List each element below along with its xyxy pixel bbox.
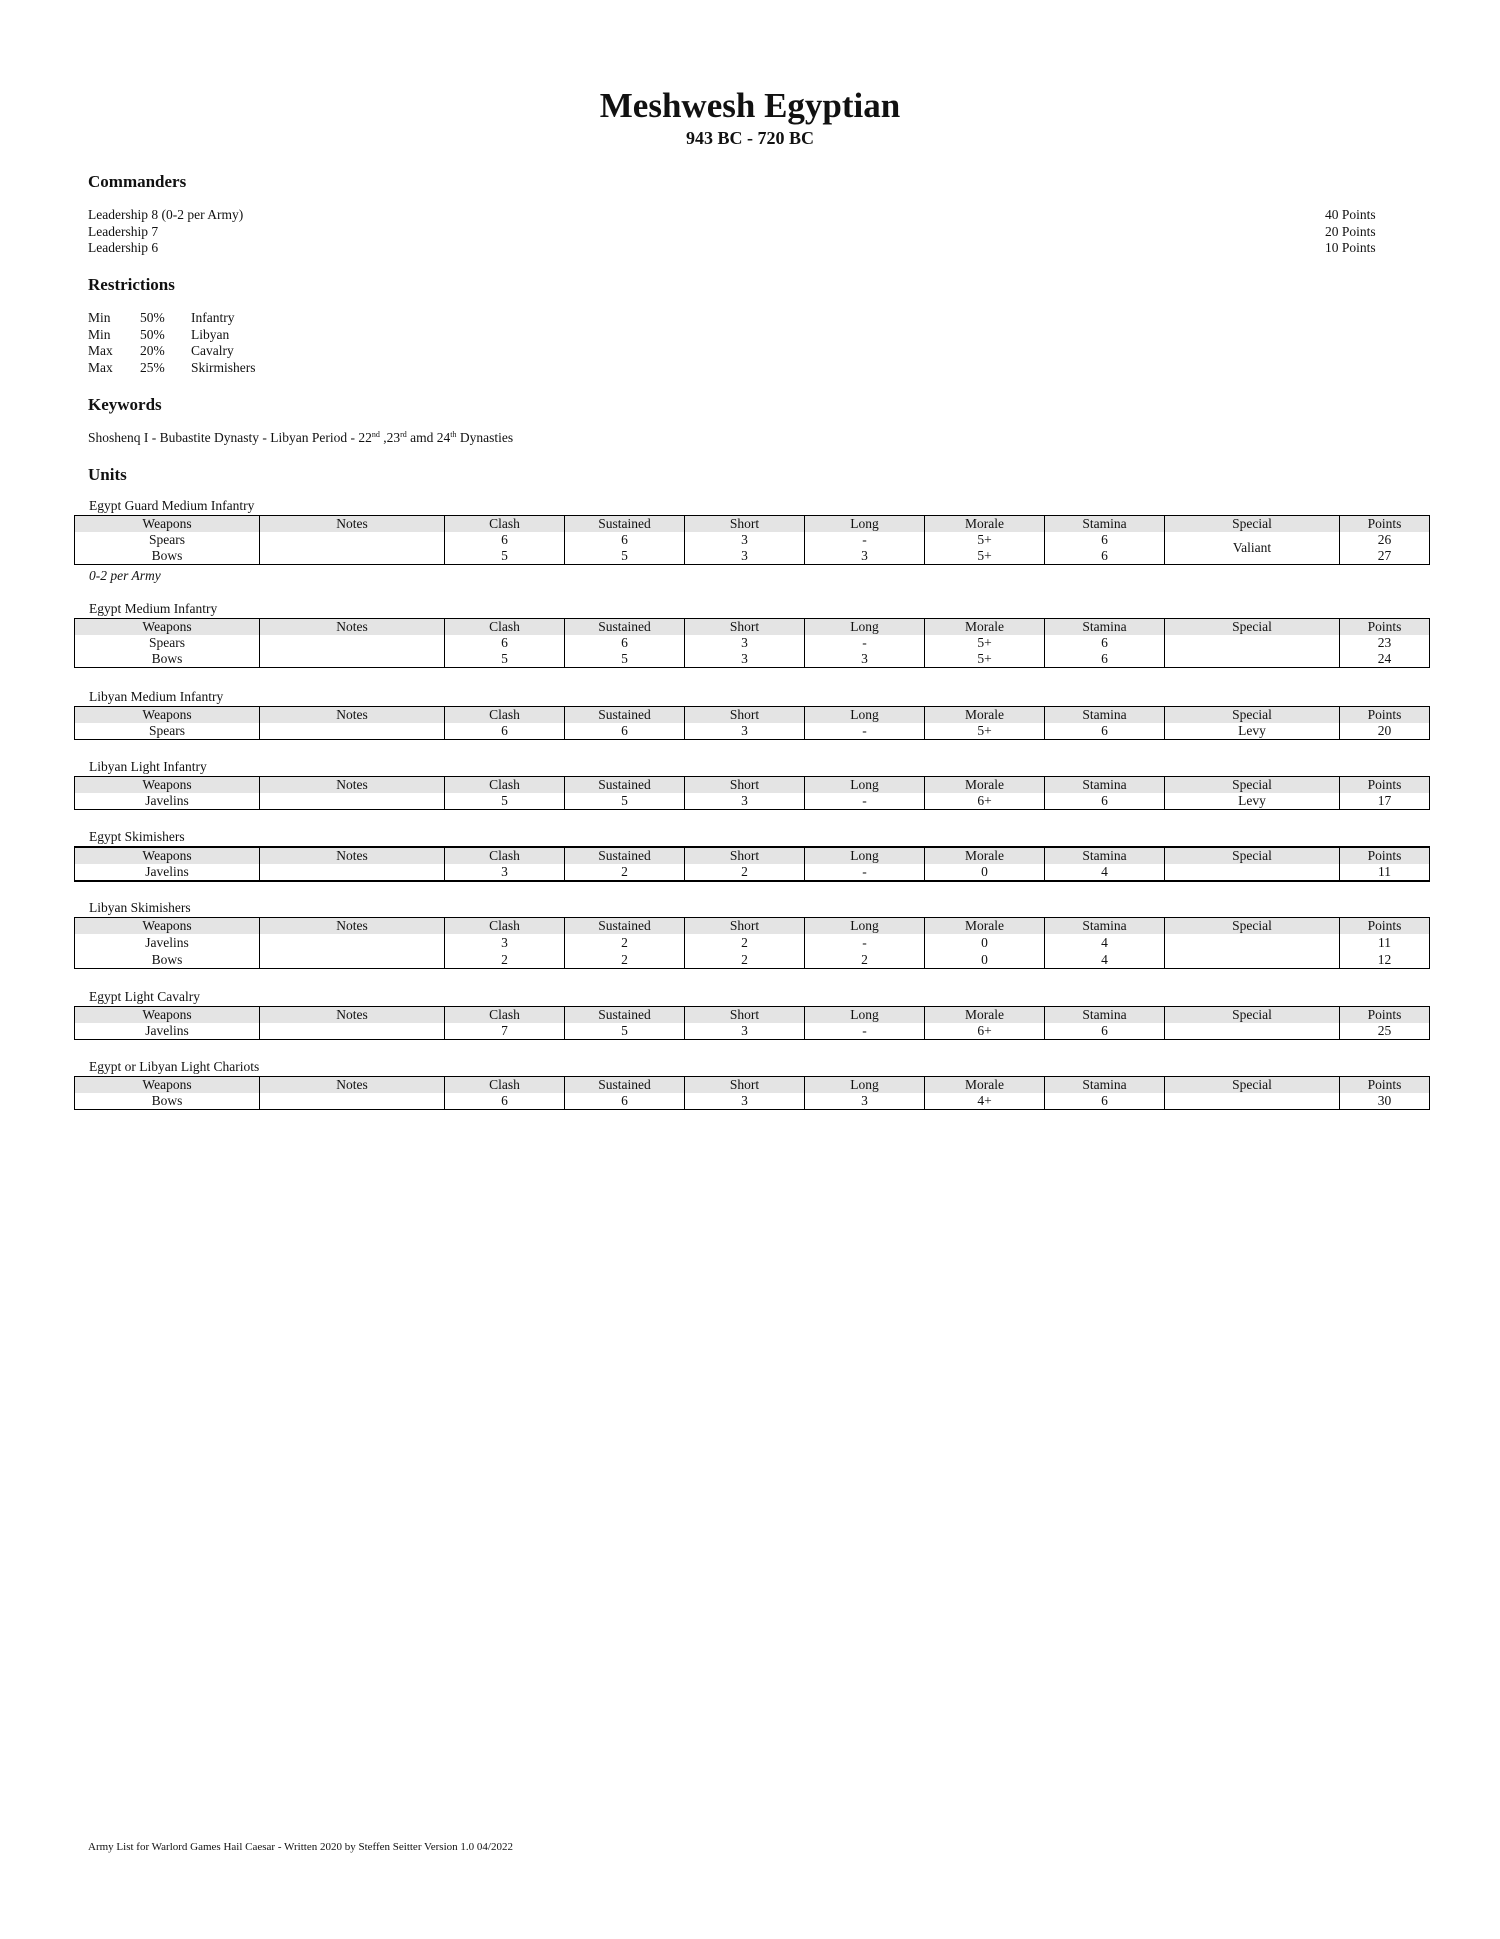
col-short: Short: [685, 777, 805, 794]
cell-special: Levy: [1165, 723, 1340, 740]
col-long: Long: [805, 1077, 925, 1094]
cell-points: 12: [1340, 951, 1430, 969]
table-row: [75, 934, 1430, 951]
cell-sustained: 2: [565, 864, 685, 881]
unit-name: Egypt Skimishers: [89, 829, 185, 844]
col-sustained: Sustained: [565, 1077, 685, 1094]
col-weapons: Weapons: [75, 1077, 260, 1094]
col-weapons: Weapons: [75, 516, 260, 533]
cell-sustained: 6: [565, 723, 685, 740]
table-header-row: [75, 918, 1430, 935]
ordinal-suffix: rd: [400, 430, 407, 439]
cell-points: 24: [1340, 651, 1430, 668]
restriction-type: Max: [88, 359, 113, 375]
cell-points: 20: [1340, 723, 1430, 740]
unit-stats-table: [74, 515, 1430, 565]
col-points: Points: [1340, 619, 1430, 636]
keywords-heading: Keywords: [88, 395, 162, 414]
page-title: Meshwesh Egyptian: [599, 86, 901, 125]
col-clash: Clash: [445, 707, 565, 724]
cell-sustained: 6: [565, 635, 685, 651]
col-weapons: Weapons: [75, 707, 260, 724]
cell-clash: 3: [445, 934, 565, 951]
col-weapons: Weapons: [75, 918, 260, 935]
cell-special: [1165, 635, 1340, 651]
restriction-percent: 20%: [140, 343, 165, 358]
restriction-row: [88, 360, 256, 377]
col-special: Special: [1165, 847, 1340, 864]
commanders-heading: Commanders: [88, 172, 187, 191]
table-header-row: [75, 847, 1430, 864]
col-short: Short: [685, 918, 805, 935]
restriction-row: [88, 343, 256, 360]
col-notes: Notes: [260, 847, 445, 864]
page-footer: Army List for Warlord Games Hail Caesar - Written 2020 by Steffen Seitter Version 1.0 04/2022: [88, 1841, 513, 1853]
cell-stamina: 6: [1045, 635, 1165, 651]
cell-morale: 5+: [925, 651, 1045, 668]
cell-weapons: Javelins: [75, 1023, 260, 1040]
cell-long: -: [805, 793, 925, 810]
restriction-type: Min: [88, 326, 111, 342]
col-sustained: Sustained: [565, 777, 685, 794]
unit-stats-table: [74, 1076, 1430, 1110]
cell-points: 17: [1340, 793, 1430, 810]
cell-stamina: 4: [1045, 951, 1165, 969]
col-stamina: Stamina: [1045, 847, 1165, 864]
col-sustained: Sustained: [565, 918, 685, 935]
commander-label: Leadership 7: [88, 223, 159, 239]
cell-short: 2: [685, 934, 805, 951]
table-header-row: [75, 1007, 1430, 1024]
cell-long: -: [805, 532, 925, 548]
col-notes: Notes: [260, 516, 445, 533]
col-long: Long: [805, 619, 925, 636]
cell-notes: [260, 651, 445, 668]
cell-points: 27: [1340, 548, 1430, 565]
unit-footnote: 0-2 per Army: [89, 568, 161, 583]
col-clash: Clash: [445, 918, 565, 935]
col-points: Points: [1340, 918, 1430, 935]
table-header-row: [75, 707, 1430, 724]
keywords-part: amd 24: [406, 430, 451, 445]
col-sustained: Sustained: [565, 619, 685, 636]
commander-points: 10 Points: [1325, 240, 1376, 255]
restriction-category: Libyan: [191, 326, 230, 342]
col-short: Short: [685, 1077, 805, 1094]
units-heading: Units: [88, 465, 127, 484]
col-long: Long: [805, 847, 925, 864]
table-row: [75, 532, 1430, 548]
col-long: Long: [805, 777, 925, 794]
cell-stamina: 6: [1045, 548, 1165, 565]
cell-morale: 5+: [925, 532, 1045, 548]
cell-notes: [260, 1093, 445, 1110]
col-notes: Notes: [260, 1007, 445, 1024]
restrictions-heading: Restrictions: [88, 275, 175, 294]
cell-notes: [260, 793, 445, 810]
col-clash: Clash: [445, 619, 565, 636]
cell-long: -: [805, 635, 925, 651]
cell-points: 30: [1340, 1093, 1430, 1110]
col-clash: Clash: [445, 1077, 565, 1094]
cell-morale: 0: [925, 951, 1045, 969]
col-morale: Morale: [925, 777, 1045, 794]
cell-clash: 5: [445, 548, 565, 565]
restrictions-list: [88, 310, 256, 376]
col-notes: Notes: [260, 707, 445, 724]
col-short: Short: [685, 847, 805, 864]
table-row: [75, 1093, 1430, 1110]
cell-weapons: Spears: [75, 532, 260, 548]
col-points: Points: [1340, 847, 1430, 864]
restriction-row: [88, 310, 256, 327]
col-long: Long: [805, 918, 925, 935]
cell-weapons: Bows: [75, 548, 260, 565]
col-morale: Morale: [925, 707, 1045, 724]
cell-points: 11: [1340, 934, 1430, 951]
restriction-row: [88, 327, 256, 344]
table-row: [75, 651, 1430, 668]
col-sustained: Sustained: [565, 516, 685, 533]
col-special: Special: [1165, 918, 1340, 935]
cell-sustained: 5: [565, 548, 685, 565]
cell-stamina: 6: [1045, 1093, 1165, 1110]
col-sustained: Sustained: [565, 707, 685, 724]
cell-stamina: 4: [1045, 934, 1165, 951]
table-row: [75, 1023, 1430, 1040]
cell-sustained: 5: [565, 1023, 685, 1040]
table-row: [75, 793, 1430, 810]
cell-sustained: 2: [565, 951, 685, 969]
restriction-percent: 50%: [140, 326, 165, 342]
cell-short: 3: [685, 1093, 805, 1110]
cell-clash: 5: [445, 651, 565, 668]
unit-stats-table: [74, 776, 1430, 810]
unit-name: Egypt Guard Medium Infantry: [89, 498, 255, 513]
cell-stamina: 6: [1045, 651, 1165, 668]
col-short: Short: [685, 516, 805, 533]
col-clash: Clash: [445, 516, 565, 533]
cell-special: [1165, 1093, 1340, 1110]
col-long: Long: [805, 707, 925, 724]
col-sustained: Sustained: [565, 847, 685, 864]
cell-clash: 2: [445, 951, 565, 969]
commander-points: 20 Points: [1325, 223, 1376, 239]
cell-clash: 5: [445, 793, 565, 810]
col-stamina: Stamina: [1045, 1007, 1165, 1024]
col-stamina: Stamina: [1045, 619, 1165, 636]
col-special: Special: [1165, 516, 1340, 533]
col-weapons: Weapons: [75, 777, 260, 794]
commanders-list: [88, 207, 243, 257]
cell-short: 3: [685, 651, 805, 668]
cell-weapons: Javelins: [75, 864, 260, 881]
cell-morale: 0: [925, 934, 1045, 951]
col-weapons: Weapons: [75, 847, 260, 864]
cell-notes: [260, 548, 445, 565]
table-header-row: [75, 777, 1430, 794]
cell-notes: [260, 864, 445, 881]
cell-notes: [260, 635, 445, 651]
restriction-category: Cavalry: [191, 343, 234, 358]
cell-special: Levy: [1165, 793, 1340, 810]
cell-long: 3: [805, 651, 925, 668]
col-stamina: Stamina: [1045, 707, 1165, 724]
table-header-row: [75, 516, 1430, 533]
restriction-type: Max: [88, 343, 113, 358]
cell-long: -: [805, 864, 925, 881]
col-points: Points: [1340, 1077, 1430, 1094]
cell-stamina: 4: [1045, 864, 1165, 881]
col-special: Special: [1165, 1007, 1340, 1024]
col-points: Points: [1340, 1007, 1430, 1024]
cell-morale: 5+: [925, 548, 1045, 565]
col-clash: Clash: [445, 777, 565, 794]
cell-special: [1165, 1023, 1340, 1040]
unit-stats-table: [74, 706, 1430, 740]
cell-weapons: Bows: [75, 951, 260, 969]
col-weapons: Weapons: [75, 1007, 260, 1024]
cell-short: 3: [685, 723, 805, 740]
keywords-part: Shoshenq I - Bubastite Dynasty - Libyan Period - 22: [88, 430, 372, 445]
cell-long: -: [805, 723, 925, 740]
cell-morale: 6+: [925, 793, 1045, 810]
cell-points: 26: [1340, 532, 1430, 548]
cell-sustained: 5: [565, 651, 685, 668]
cell-special: [1165, 864, 1340, 881]
cell-sustained: 6: [565, 1093, 685, 1110]
cell-long: -: [805, 1023, 925, 1040]
unit-name: Egypt Medium Infantry: [89, 601, 218, 616]
col-morale: Morale: [925, 619, 1045, 636]
commander-points: 40 Points: [1325, 207, 1376, 222]
col-special: Special: [1165, 619, 1340, 636]
restriction-type: Min: [88, 310, 111, 325]
cell-clash: 6: [445, 1093, 565, 1110]
cell-sustained: 2: [565, 934, 685, 951]
col-long: Long: [805, 516, 925, 533]
table-row: [75, 951, 1430, 969]
unit-name: Egypt Light Cavalry: [89, 989, 200, 1004]
cell-stamina: 6: [1045, 793, 1165, 810]
commander-label: Leadership 8 (0-2 per Army): [88, 207, 244, 222]
cell-sustained: 5: [565, 793, 685, 810]
cell-points: 25: [1340, 1023, 1430, 1040]
cell-clash: 6: [445, 635, 565, 651]
cell-weapons: Bows: [75, 1093, 260, 1110]
cell-notes: [260, 532, 445, 548]
table-row: [75, 635, 1430, 651]
unit-name: Libyan Medium Infantry: [89, 689, 224, 704]
col-notes: Notes: [260, 1077, 445, 1094]
cell-short: 3: [685, 635, 805, 651]
col-morale: Morale: [925, 1077, 1045, 1094]
restriction-percent: 50%: [140, 310, 165, 325]
col-short: Short: [685, 707, 805, 724]
cell-short: 3: [685, 532, 805, 548]
col-weapons: Weapons: [75, 619, 260, 636]
unit-stats-table: [74, 618, 1430, 668]
col-special: Special: [1165, 1077, 1340, 1094]
cell-morale: 4+: [925, 1093, 1045, 1110]
col-points: Points: [1340, 707, 1430, 724]
col-short: Short: [685, 619, 805, 636]
cell-special: [1165, 951, 1340, 969]
col-morale: Morale: [925, 918, 1045, 935]
cell-clash: 6: [445, 723, 565, 740]
col-notes: Notes: [260, 918, 445, 935]
col-special: Special: [1165, 777, 1340, 794]
cell-short: 3: [685, 548, 805, 565]
cell-weapons: Spears: [75, 635, 260, 651]
cell-clash: 3: [445, 864, 565, 881]
cell-stamina: 6: [1045, 1023, 1165, 1040]
col-notes: Notes: [260, 777, 445, 794]
ordinal-suffix: nd: [371, 430, 380, 439]
cell-weapons: Spears: [75, 723, 260, 740]
cell-short: 3: [685, 793, 805, 810]
cell-notes: [260, 1023, 445, 1040]
col-stamina: Stamina: [1045, 918, 1165, 935]
col-stamina: Stamina: [1045, 1077, 1165, 1094]
cell-points: 23: [1340, 635, 1430, 651]
cell-morale: 6+: [925, 1023, 1045, 1040]
table-header-row: [75, 619, 1430, 636]
cell-special: [1165, 934, 1340, 951]
col-clash: Clash: [445, 1007, 565, 1024]
cell-clash: 6: [445, 532, 565, 548]
cell-morale: 5+: [925, 723, 1045, 740]
commander-label: Leadership 6: [88, 240, 159, 255]
cell-long: -: [805, 934, 925, 951]
col-morale: Morale: [925, 516, 1045, 533]
restriction-percent: 25%: [140, 359, 165, 375]
cell-notes: [260, 951, 445, 969]
cell-long: 3: [805, 548, 925, 565]
cell-notes: [260, 934, 445, 951]
col-morale: Morale: [925, 847, 1045, 864]
period-subtitle: 943 BC - 720 BC: [685, 128, 814, 148]
col-points: Points: [1340, 516, 1430, 533]
cell-long: 2: [805, 951, 925, 969]
keywords-part: ,23: [379, 430, 401, 445]
keywords-text: [88, 429, 513, 447]
unit-stats-table: [74, 846, 1430, 882]
col-long: Long: [805, 1007, 925, 1024]
col-points: Points: [1340, 777, 1430, 794]
col-sustained: Sustained: [565, 1007, 685, 1024]
col-special: Special: [1165, 707, 1340, 724]
commanders-points: [1325, 207, 1376, 257]
keywords-part: Dynasties: [456, 430, 514, 445]
cell-sustained: 6: [565, 532, 685, 548]
unit-stats-table: [74, 1006, 1430, 1040]
col-stamina: Stamina: [1045, 777, 1165, 794]
table-row: [75, 723, 1430, 740]
cell-special: Valiant: [1165, 532, 1340, 565]
cell-short: 2: [685, 951, 805, 969]
unit-name: Libyan Light Infantry: [89, 759, 207, 774]
cell-short: 3: [685, 1023, 805, 1040]
cell-long: 3: [805, 1093, 925, 1110]
col-short: Short: [685, 1007, 805, 1024]
cell-weapons: Bows: [75, 651, 260, 668]
cell-stamina: 6: [1045, 723, 1165, 740]
cell-short: 2: [685, 864, 805, 881]
unit-name: Libyan Skimishers: [89, 900, 191, 915]
unit-name: Egypt or Libyan Light Chariots: [89, 1059, 260, 1074]
cell-weapons: Javelins: [75, 934, 260, 951]
col-clash: Clash: [445, 847, 565, 864]
unit-stats-table: [74, 917, 1430, 969]
restriction-category: Skirmishers: [191, 359, 256, 375]
table-row: [75, 864, 1430, 881]
cell-stamina: 6: [1045, 532, 1165, 548]
col-notes: Notes: [260, 619, 445, 636]
cell-points: 11: [1340, 864, 1430, 881]
cell-morale: 0: [925, 864, 1045, 881]
table-header-row: [75, 1077, 1430, 1094]
col-stamina: Stamina: [1045, 516, 1165, 533]
col-morale: Morale: [925, 1007, 1045, 1024]
cell-special: [1165, 651, 1340, 668]
cell-morale: 5+: [925, 635, 1045, 651]
ordinal-suffix: th: [450, 430, 457, 439]
cell-notes: [260, 723, 445, 740]
restriction-category: Infantry: [191, 310, 235, 325]
cell-weapons: Javelins: [75, 793, 260, 810]
cell-clash: 7: [445, 1023, 565, 1040]
